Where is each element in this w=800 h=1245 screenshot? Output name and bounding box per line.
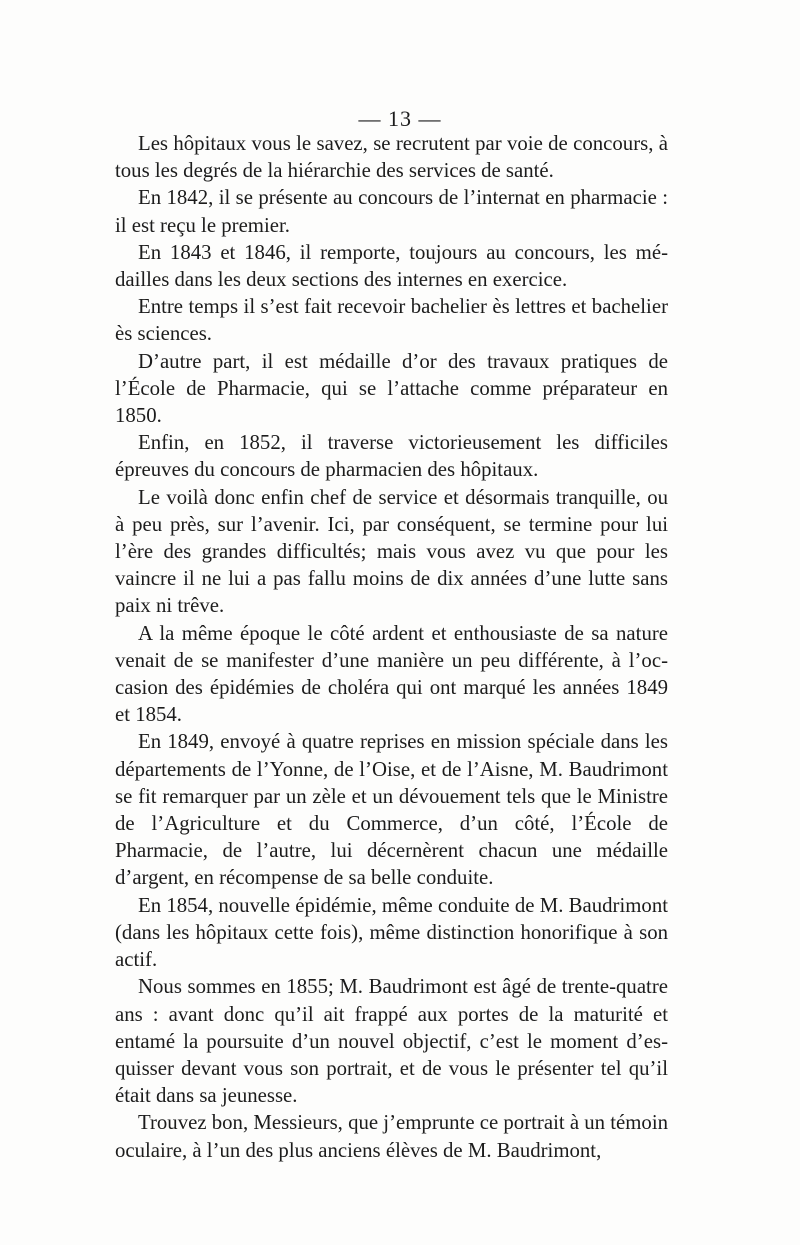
page-number: — 13 — <box>358 106 442 131</box>
paragraph-3: En 1843 et 1846, il remporte, toujours au concours, les médailles dans les deux sections des internes en exercice. <box>115 240 668 292</box>
paragraph-12: Trouvez bon, Messieurs, que j’emprunte ce portrait à un témoin oculaire, à l’un des plus anciens élèves de M. Baudrimont, <box>115 1111 669 1162</box>
paragraph-5: D’autre part, il est médaille d’or des travaux pratiques de l’École de Pharmacie, qui se l’attache comme préparateur en 1850. <box>115 349 668 428</box>
paragraph-11: Nous sommes en 1855; M. Baudrimont est âgé de trente-quatre ans : avant donc qu’il ait frappé aux portes de la maturité et entamé la poursuite d’un nouvel objectif, c’est le moment d’esquisser devant vous son portrait, et de vous le présenter tel qu’il était dans sa jeunesse. <box>115 975 668 1108</box>
paragraph-8: A la même époque le côté ardent et enthousiaste de sa nature venait de se manifester d’une manière un peu différente, à l’occasion des épidémies de choléra qui ont marqué les années 1849 et 1854. <box>115 621 668 727</box>
paragraph-7: Le voilà donc enfin chef de service et désormais tranquille, ou à peu près, sur l’avenir. Ici, par conséquent, se termine pour lui l’ère des grandes difficultés; mais vous avez vu que pour les vaincre il ne lui a pas fallu moins de dix années d’une lutte sans paix ni trêve. <box>115 485 668 618</box>
paragraph-10: En 1854, nouvelle épidémie, même conduite de M. Baudrimont (dans les hôpitaux cette fois), même distinction honorifique à son actif. <box>115 893 668 972</box>
paragraph-9: En 1849, envoyé à quatre reprises en mission spéciale dans les départements de l’Yonne, de l’Oise, et de l’Aisne, M. Baudrimont se fit remarquer par un zèle et un dévouement tels que le Ministre de l’Agriculture et du Commerce, d’un côté, l’École de Pharmacie, de l’autre, lui décernèrent chacun une médaille d’argent, en récompense de sa belle conduite. <box>115 730 668 890</box>
body-text <box>115 130 668 1164</box>
paragraph-6: Enfin, en 1852, il traverse victorieusement les difficiles épreuves du concours de pharmacien des hôpitaux. <box>115 431 668 482</box>
paragraph-4: Entre temps il s’est fait recevoir bachelier ès lettres et bachelier ès sciences. <box>115 295 668 346</box>
paragraph-1: Les hôpitaux vous le savez, se recrutent par voie de concours, à tous les degrés de la hiérarchie des services de santé. <box>115 132 668 183</box>
paragraph-2: En 1842, il se présente au concours de l’internat en pharmacie : il est reçu le premier. <box>115 186 668 237</box>
